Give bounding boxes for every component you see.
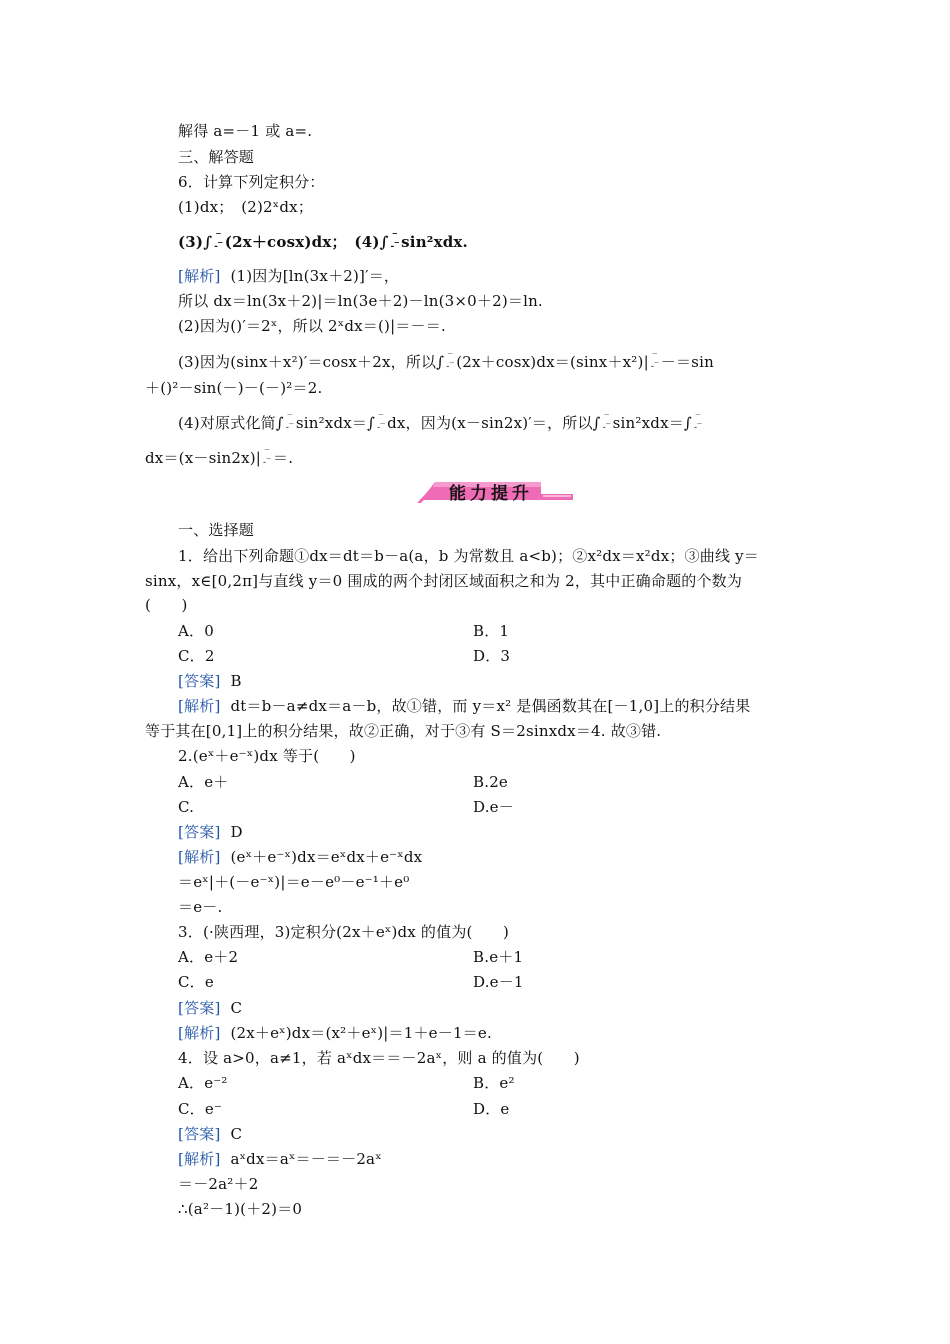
solution-text: －＝sin	[660, 353, 714, 371]
solution-line	[145, 448, 293, 468]
problem-6-parts-1-2: (1)dx； (2)2ˣdx；	[178, 198, 314, 216]
option-b: B．1	[473, 622, 510, 640]
option-c: C．e	[178, 973, 214, 991]
solution-text: (1)因为[ln(3x＋2)]′＝，	[230, 267, 400, 285]
analysis-tag: [解析]	[178, 267, 221, 285]
part-3-label: (3)∫	[178, 233, 213, 251]
solution-line	[178, 266, 399, 286]
text-line: 解得 a=－1 或 a=.	[178, 122, 313, 140]
analysis-line	[178, 847, 422, 867]
option-d: D.e－1	[473, 973, 524, 991]
question-1-stem: ( )	[145, 596, 188, 614]
analysis-line: 等于其在[0,1]上的积分结果，故②正确，对于③有 S＝2sinxdx＝4. 故③错.	[145, 722, 662, 740]
option-c: C．e⁻	[178, 1100, 223, 1118]
answer-tag: [答案]	[178, 999, 221, 1017]
question-1-stem: sinx，x∈[0,2π]与直线 y＝0 围成的两个封闭区域面积之和为 2，其中正确命题的个数为	[145, 572, 743, 590]
analysis-line: ＝e－.	[178, 898, 223, 916]
integral-limits: ‾ -‾	[650, 353, 659, 372]
option-b: B.e＋1	[473, 948, 524, 966]
solution-line	[178, 352, 714, 372]
answer-line	[178, 671, 242, 691]
solution-line: ＋()²－sin(－)－(－)²＝2.	[145, 379, 323, 397]
analysis-tag: [解析]	[178, 697, 221, 715]
answer-tag: [答案]	[178, 672, 221, 690]
answer-tag: [答案]	[178, 1125, 221, 1143]
section-banner	[413, 476, 573, 506]
solution-text: dx＝(x－sin2x)|	[145, 449, 262, 467]
solution-line	[178, 413, 704, 433]
solution-text: ＝.	[273, 449, 294, 467]
analysis-line: ∴(a²－1)(＋2)＝0	[178, 1200, 303, 1218]
analysis-text: (eˣ＋e⁻ˣ)dx＝eˣdx＋e⁻ˣdx	[230, 848, 423, 866]
option-d: D．3	[473, 647, 511, 665]
option-a: A．e⁻²	[178, 1074, 228, 1092]
option-d: D．e	[473, 1100, 510, 1118]
answer-value: C	[230, 1125, 243, 1143]
integral-limits: ‾ -‾	[214, 233, 223, 252]
solution-text: dx，因为(x－sin2x)′＝，所以∫	[387, 414, 601, 432]
answer-value: C	[230, 999, 243, 1017]
integral-limits: ‾ -‾	[377, 414, 386, 433]
analysis-line	[178, 1149, 382, 1169]
question-4-stem: 4．设 a>0，a≠1，若 aˣdx＝＝－2aˣ，则 a 的值为( )	[178, 1049, 580, 1067]
problem-6-stem: 6．计算下列定积分：	[178, 173, 325, 191]
answer-line	[178, 998, 242, 1018]
integral-limits: ‾ -‾	[602, 414, 611, 433]
section-heading: 一、选择题	[178, 521, 255, 539]
question-1-stem: 1．给出下列命题①dx＝dt＝b－a(a，b 为常数且 a<b)；②x²dx＝x²dx；③曲线 y＝	[178, 547, 759, 565]
option-c: C.	[178, 798, 195, 816]
solution-text: (2x＋cosx)dx＝(sinx＋x²)|	[456, 353, 649, 371]
analysis-line: ＝－2a²＋2	[178, 1175, 259, 1193]
solution-text: (4)对原式化简∫	[178, 414, 284, 432]
analysis-tag: [解析]	[178, 848, 221, 866]
part-3-integrand: (2x＋cosx)dx； (4)∫	[224, 233, 389, 251]
option-b: B．e²	[473, 1074, 515, 1092]
option-c: C．2	[178, 647, 215, 665]
question-3-stem: 3．(·陕西理，3)定积分(2x＋eˣ)dx 的值为( )	[178, 923, 510, 941]
answer-tag: [答案]	[178, 823, 221, 841]
solution-text: sin²xdx＝∫	[295, 414, 376, 432]
analysis-line	[178, 1023, 492, 1043]
section-heading: 三、解答题	[178, 148, 255, 166]
solution-line: 所以 dx＝ln(3x＋2)|＝ln(3e＋2)－ln(3×0＋2)＝ln.	[178, 292, 543, 310]
integral-limits: ‾ -‾	[693, 414, 702, 433]
answer-line	[178, 822, 243, 842]
analysis-text: dt＝b－a≠dx＝a－b，故①错，而 y＝x² 是偶函数其在[－1,0]上的积分结果	[230, 697, 751, 715]
analysis-text: aˣdx＝aˣ＝－＝－2aˣ	[230, 1150, 382, 1168]
part-4-integrand: sin²xdx.	[401, 233, 468, 251]
answer-value: D	[230, 823, 243, 841]
solution-text: (3)因为(sinx＋x²)′＝cosx＋2x，所以∫	[178, 353, 445, 371]
analysis-line: ＝eˣ|＋(－e⁻ˣ)|＝e－e⁰－e⁻¹＋e⁰	[178, 873, 410, 891]
answer-line	[178, 1124, 242, 1144]
analysis-tag: [解析]	[178, 1024, 221, 1042]
option-a: A．e＋	[178, 773, 229, 791]
analysis-tag: [解析]	[178, 1150, 221, 1168]
option-a: A．e＋2	[178, 948, 239, 966]
option-b: B.2e	[473, 773, 509, 791]
integral-limits: ‾ -‾	[263, 449, 271, 468]
integral-limits: ‾ -‾	[446, 353, 455, 372]
option-d: D.e－	[473, 798, 514, 816]
analysis-text: (2x＋eˣ)dx＝(x²＋eˣ)|＝1＋e－1＝e.	[230, 1024, 492, 1042]
question-2-stem: 2.(eˣ＋e⁻ˣ)dx 等于( )	[178, 747, 356, 765]
analysis-line	[178, 696, 750, 716]
integral-limits: ‾ -‾	[285, 414, 294, 433]
banner-title: 能力提升	[449, 484, 533, 504]
answer-value: B	[230, 672, 242, 690]
problem-6-parts-3-4	[178, 232, 468, 252]
integral-limits: ‾ -‾	[390, 233, 400, 252]
solution-line: (2)因为()′＝2ˣ，所以 2ˣdx＝()|＝－＝.	[178, 317, 446, 335]
option-a: A．0	[178, 622, 214, 640]
solution-text: sin²xdx＝∫	[612, 414, 692, 432]
